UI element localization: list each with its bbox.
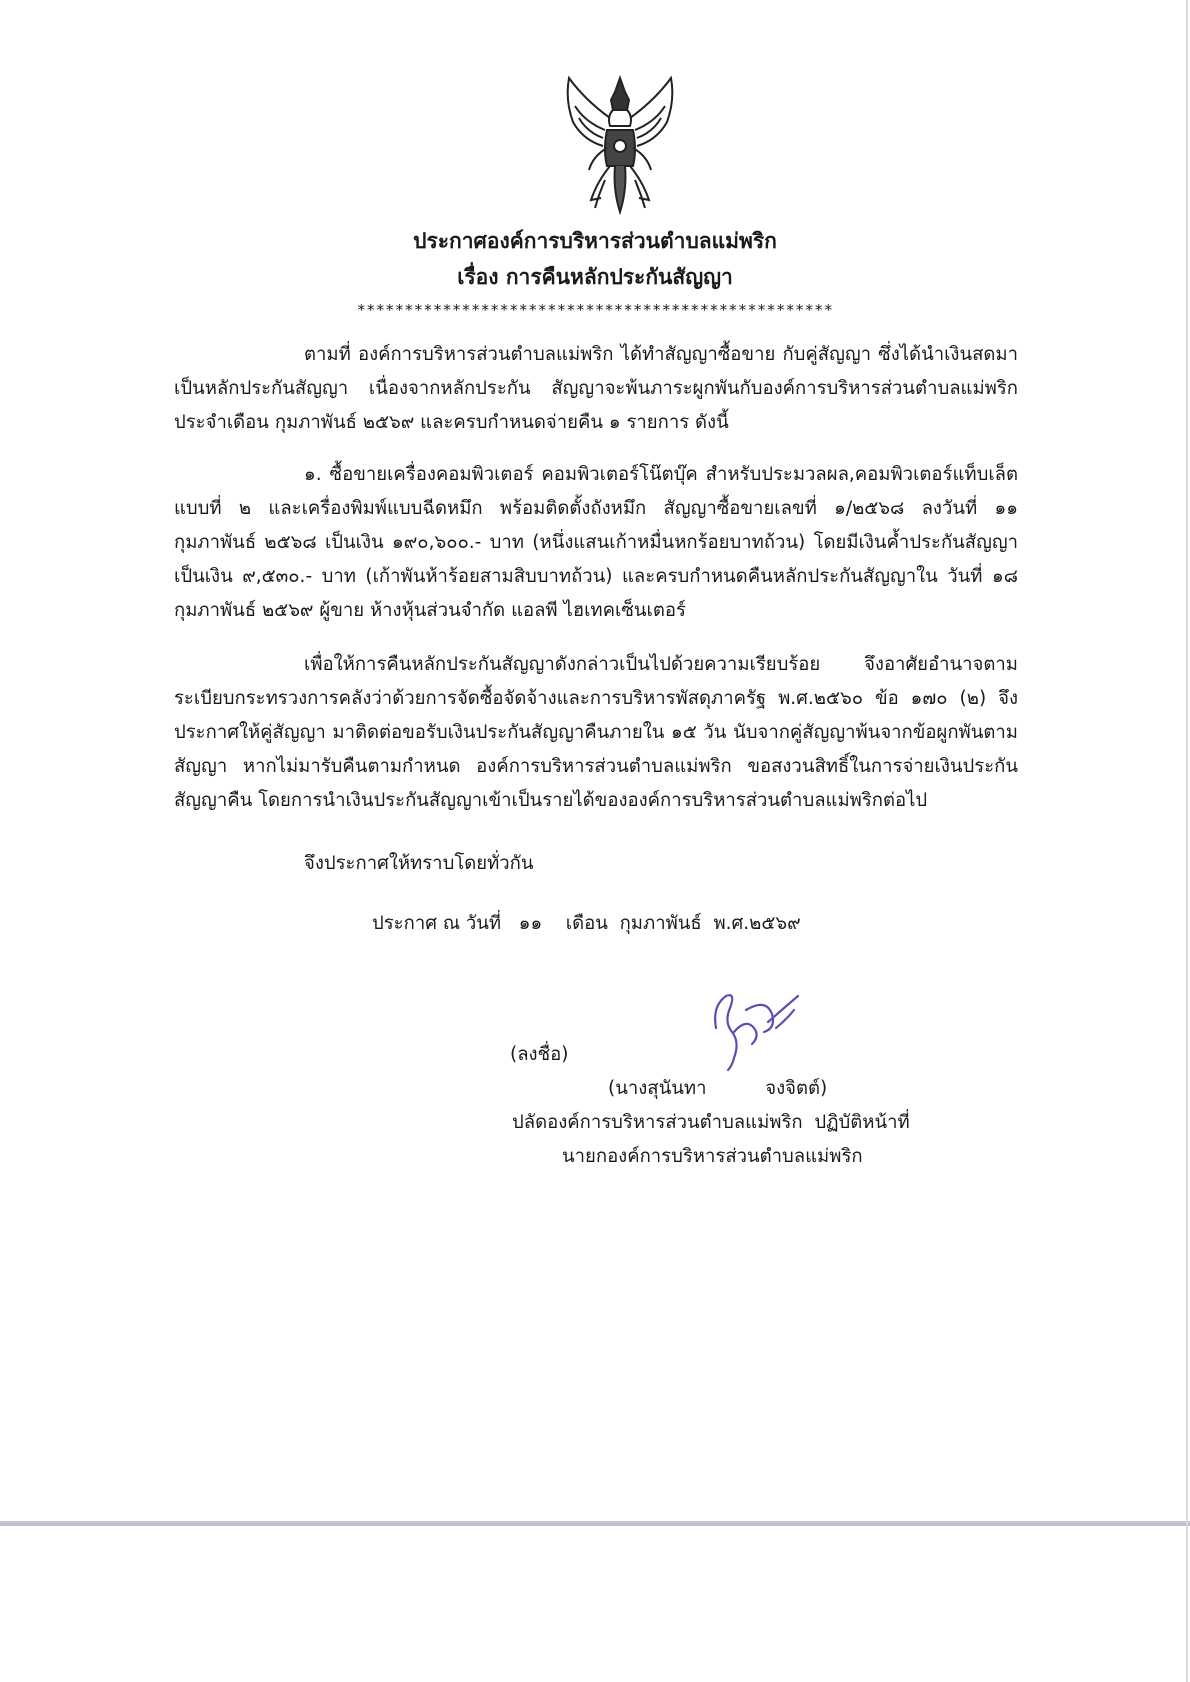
closing-paragraph: จึงประกาศให้ทราบโดยทั่วกัน: [304, 853, 534, 874]
handwritten-signature-icon: [706, 988, 802, 1072]
signatory-name: (นางสุนันทา จงจิตต์): [608, 1078, 828, 1099]
regulation-paragraph: เพื่อให้การคืนหลักประกันสัญญาดังกล่าวเป็นไปด้วยความเรียบร้อย จึงอาศัยอำนาจตาม ระเบียบกระทรวงการคลังว่าด้วยการจัดซื้อจัดจ้างและการบริหารพัสดุภาครัฐ พ.ศ.๒๕๖๐ ข้อ ๑๗๐ (๒) จึงประกาศให้คู่สัญญา มาติดต่อขอรับเงินประกันสัญญาคืนภายใน ๑๕ วัน นับจากคู่สัญญาพ้นจากข้อผูกพันตาม สัญญา หากไม่มารับคืนตามกำหนด องค์การบริหารส่วนตำบลแม่พริก ขอสงวนสิทธิ์ในการจ่ายเงินประกัน สัญญาคืน โดยการนำเงินประกันสัญญาเข้าเป็นรายได้ขององค์การบริหารส่วนตำบลแม่พริกต่อไป: [174, 654, 1018, 811]
garuda-emblem-icon: [555, 70, 685, 220]
announcement-title: ประกาศองค์การบริหารส่วนตำบลแม่พริก: [413, 229, 777, 253]
contract-item-paragraph: ๑. ซื้อขายเครื่องคอมพิวเตอร์ คอมพิวเตอร์โน๊ตบุ๊ค สำหรับประมวลผล,คอมพิวเตอร์แท็บเล็ต แบบที่ ๒ และเครื่องพิมพ์แบบฉีดหมึก พร้อมติดตั้งถังหมึก สัญญาซื้อขายเลขที่ ๑/๒๕๖๘ ลงวันที่ ๑๑ กุมภาพันธ์ ๒๕๖๘ เป็นเงิน ๑๙๐,๖๐๐.- บาท (หนึ่งแสนเก้าหมื่นหกร้อยบาทถ้วน) โดยมีเงินค้ำประกันสัญญา เป็นเงิน ๙,๕๓๐.- บาท (เก้าพันห้าร้อยสามสิบบาทถ้วน) และครบกำหนดคืนหลักประกันสัญญาใน วันที่ ๑๘ กุมภาพันธ์ ๒๕๖๙ ผู้ขาย ห้างหุ้นส่วนจำกัด แอลพี ไฮเทคเซ็นเตอร์: [174, 464, 1018, 621]
signatory-position: ปลัดองค์การบริหารส่วนตำบลแม่พริก ปฏิบัติหน้าที่: [512, 1112, 910, 1133]
signatory-acting-position: นายกองค์การบริหารส่วนตำบลแม่พริก: [562, 1146, 863, 1167]
page-edge: [1186, 0, 1188, 1682]
footer-divider: [0, 1521, 1190, 1526]
separator-line: **************************************************: [356, 301, 834, 319]
announcement-date: ประกาศ ณ วันที่ ๑๑ เดือน กุมภาพันธ์ พ.ศ.๒๕๖๙: [372, 913, 801, 934]
sign-label: (ลงชื่อ): [510, 1044, 569, 1065]
intro-paragraph: ตามที่ องค์การบริหารส่วนตำบลแม่พริก ได้ทำสัญญาซื้อขาย กับคู่สัญญา ซึ่งได้นำเงินสดมาเป็นหลักประกันสัญญา เนื่องจากหลักประกัน สัญญาจะพ้นภาระผูกพันกับองค์การบริหารส่วนตำบลแม่พริก ประจำเดือน กุมภาพันธ์ ๒๕๖๙ และครบกำหนดจ่ายคืน ๑ รายการ ดังนี้: [174, 344, 1018, 433]
announcement-subject: เรื่อง การคืนหลักประกันสัญญา: [457, 265, 733, 289]
